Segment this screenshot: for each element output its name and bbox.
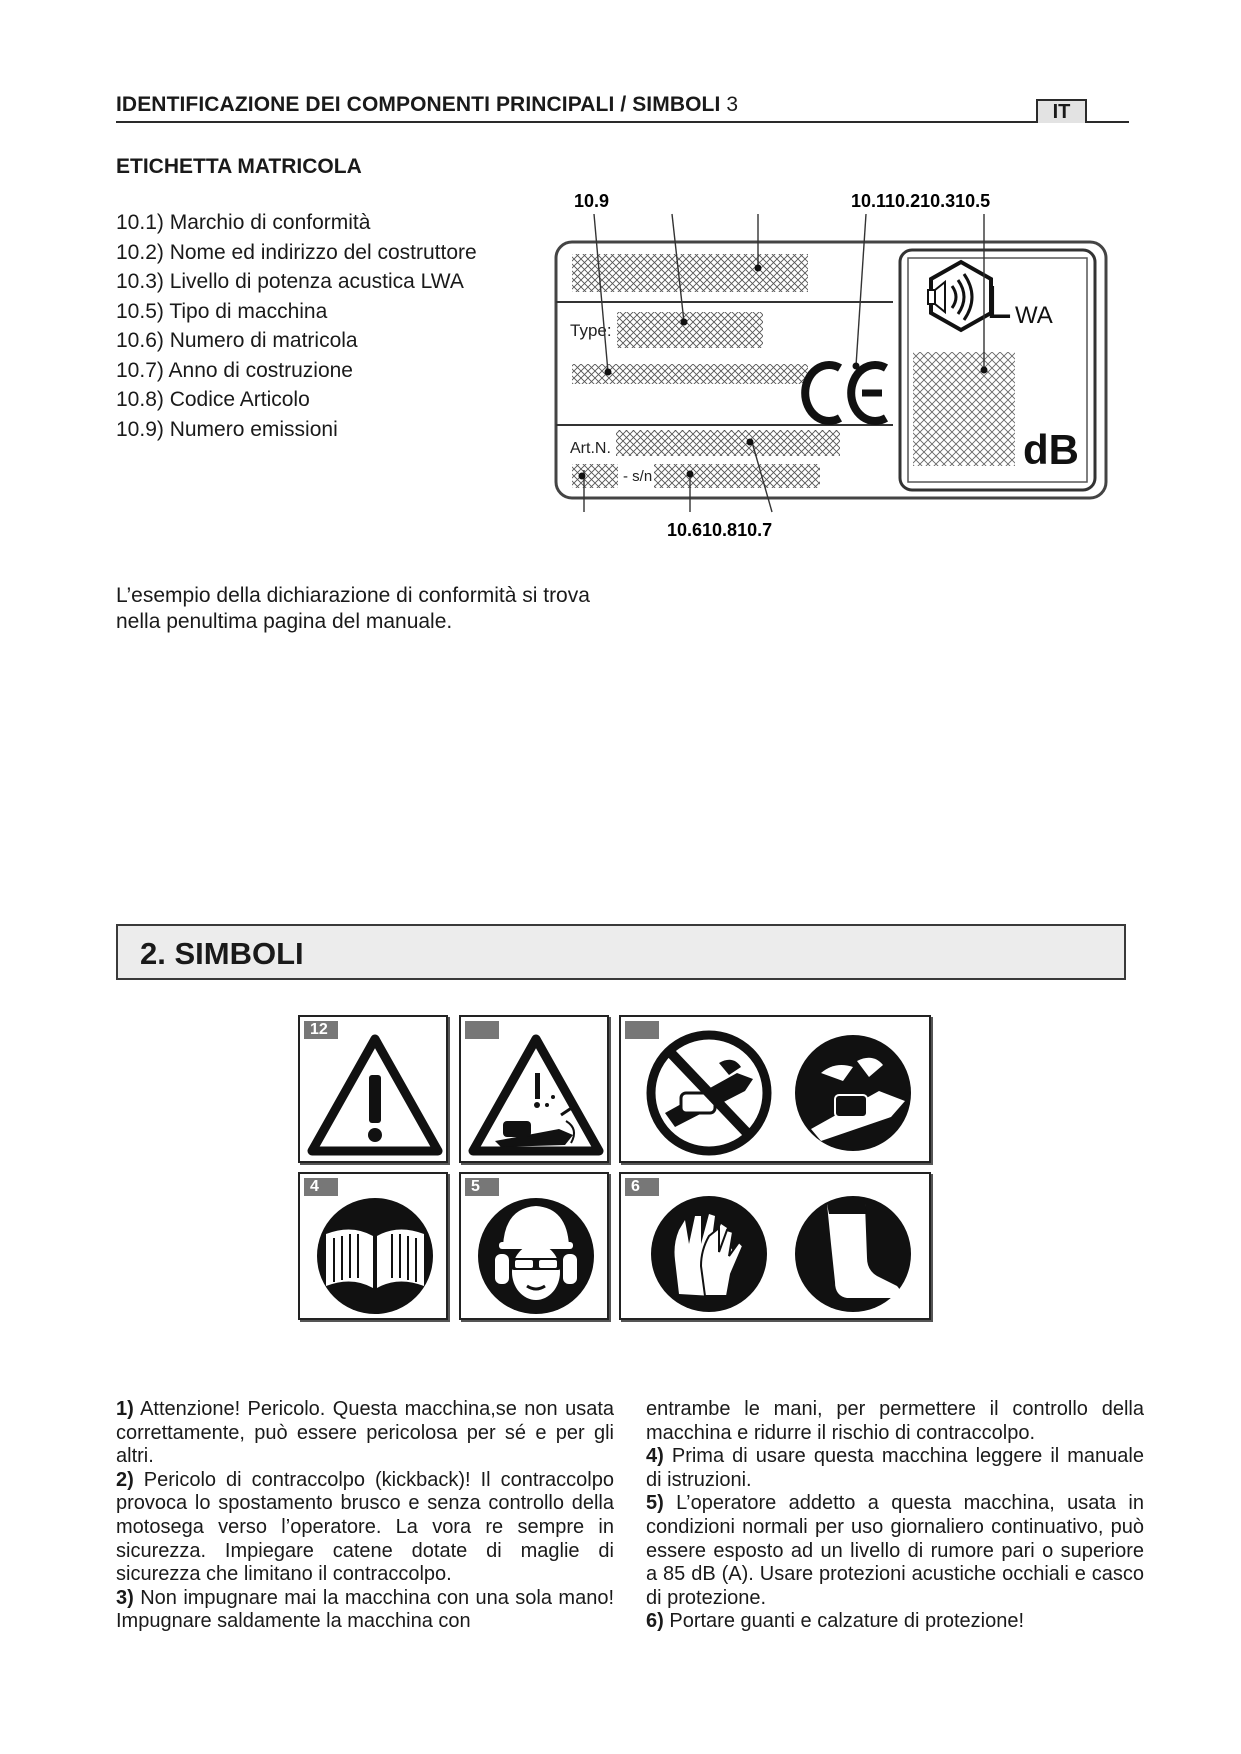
panel-tag bbox=[465, 1021, 499, 1039]
symbol-panel-protection bbox=[459, 1172, 609, 1320]
item-text: Portare guanti e calzature di protezione! bbox=[663, 1610, 1025, 1633]
symbol-description bbox=[116, 1469, 614, 1587]
symbol-description bbox=[116, 1587, 614, 1634]
panel-tag: 5 bbox=[465, 1178, 499, 1196]
item-text: Attenzione! Pericolo. Questa macchina,se non usata correttamente, può essere pericolosa per sé e per gli altri. bbox=[116, 1398, 614, 1468]
symbol-panel-manual bbox=[298, 1172, 448, 1320]
gloves-boots-icon bbox=[621, 1174, 933, 1322]
symbol-descriptions-left bbox=[116, 1398, 614, 1634]
symbol-description bbox=[646, 1610, 1144, 1634]
symbol-panel-two-hands bbox=[619, 1015, 931, 1163]
kickback-warning-icon bbox=[461, 1017, 611, 1165]
legend-item: 10.8) Codice Articolo bbox=[116, 388, 310, 411]
section-banner-symbols bbox=[116, 924, 1126, 980]
article-field bbox=[616, 430, 840, 456]
header-title-text: IDENTIFICAZIONE DEI COMPONENTI PRINCIPALI / SIMBOLI bbox=[116, 93, 721, 116]
noise-value-field bbox=[913, 352, 1015, 466]
lwa-subscript: WA bbox=[1015, 302, 1053, 329]
section-heading-label: ETICHETTA MATRICOLA bbox=[116, 155, 362, 178]
item-number: 4) bbox=[646, 1445, 664, 1468]
symbol-description bbox=[646, 1445, 1144, 1492]
page-number: 3 bbox=[726, 93, 739, 116]
symbol-panel-danger bbox=[298, 1015, 448, 1163]
no-one-hand-use-icon bbox=[621, 1017, 933, 1165]
legend-item: 10.7) Anno di costruzione bbox=[116, 358, 353, 382]
symbol-description bbox=[116, 1398, 614, 1469]
panel-tag: 6 bbox=[625, 1178, 659, 1196]
sn-field bbox=[654, 464, 820, 488]
symbol-panel-gloves-boots bbox=[619, 1172, 931, 1320]
read-manual-icon bbox=[300, 1174, 450, 1322]
symbol-panel-kickback bbox=[459, 1015, 609, 1163]
item-number: 3) bbox=[116, 1586, 134, 1609]
lwa-symbol: L bbox=[986, 276, 1012, 328]
panel-tag: 4 bbox=[304, 1178, 338, 1196]
item-text: Pericolo di contraccolpo (kickback)! Il contraccolpo provoca lo spostamento brusco e senza controllo della motosega verso l’operatore. La vora re sempre in sicurezza. Impiegare catene dotate di maglie di sicurezza che limitano il contraccolpo. bbox=[116, 1468, 614, 1586]
legend-item: 10.6) Numero di matricola bbox=[116, 329, 358, 352]
callout-top-left: 10.9 bbox=[574, 191, 610, 211]
legend-item: 10.2) Nome ed indirizzo del costruttore bbox=[116, 240, 477, 264]
legend-item: 10.3) Livello di potenza acustica LWA bbox=[116, 270, 464, 293]
symbol-description bbox=[646, 1492, 1144, 1610]
item-number: 2) bbox=[116, 1468, 134, 1491]
item-text: L’operatore addetto a questa macchina, usata in condizioni normali per uso giornaliero continuativo, può essere esposto ad un livello di rumore pari o superiore a 85 dB (A). Usare protezioni acustiche occhiali e casco di protezione. bbox=[646, 1492, 1144, 1609]
ear-eye-head-protection-icon bbox=[461, 1174, 611, 1322]
item-number: 6) bbox=[646, 1610, 664, 1633]
symbol-descriptions-right bbox=[646, 1398, 1144, 1634]
panel-tag: 12 bbox=[304, 1021, 338, 1039]
item-text: entrambe le mani, per permettere il controllo della macchina e ridurre il rischio di contraccolpo. bbox=[646, 1398, 1144, 1444]
item-text: Non impugnare mai la macchina con una sola mano! Impugnare saldamente la macchina con bbox=[116, 1586, 614, 1633]
conformity-note: L’esempio della dichiarazione di conformità si trova nella penultima pagina del manuale. bbox=[116, 584, 590, 633]
callout-bottom: 10.610.810.7 bbox=[667, 520, 773, 540]
legend-item: 10.9) Numero emissioni bbox=[116, 417, 338, 441]
warning-triangle-icon bbox=[300, 1017, 450, 1165]
legend-item: 10.1) Marchio di conformità bbox=[116, 211, 371, 234]
art-label: Art.N. bbox=[570, 440, 611, 457]
type-label: Type: bbox=[570, 321, 612, 340]
sn-label: - s/n bbox=[623, 468, 653, 485]
manufacturer-field bbox=[572, 254, 808, 292]
item-number: 1) bbox=[116, 1398, 134, 1420]
section-title: 2. SIMBOLI bbox=[140, 936, 304, 971]
item-number: 5) bbox=[646, 1492, 664, 1515]
db-unit: dB bbox=[1023, 426, 1079, 473]
panel-tag bbox=[625, 1021, 659, 1039]
item-text: Prima di usare questa macchina leggere il manuale di istruzioni. bbox=[646, 1445, 1144, 1491]
type-field bbox=[617, 312, 763, 348]
legend-item: 10.5) Tipo di macchina bbox=[116, 299, 328, 323]
language-badge: IT bbox=[1036, 99, 1087, 123]
serial-plate-diagram bbox=[0, 0, 1241, 560]
callout-top-right: 10.110.210.310.5 bbox=[851, 191, 991, 211]
symbol-description bbox=[646, 1398, 1144, 1445]
